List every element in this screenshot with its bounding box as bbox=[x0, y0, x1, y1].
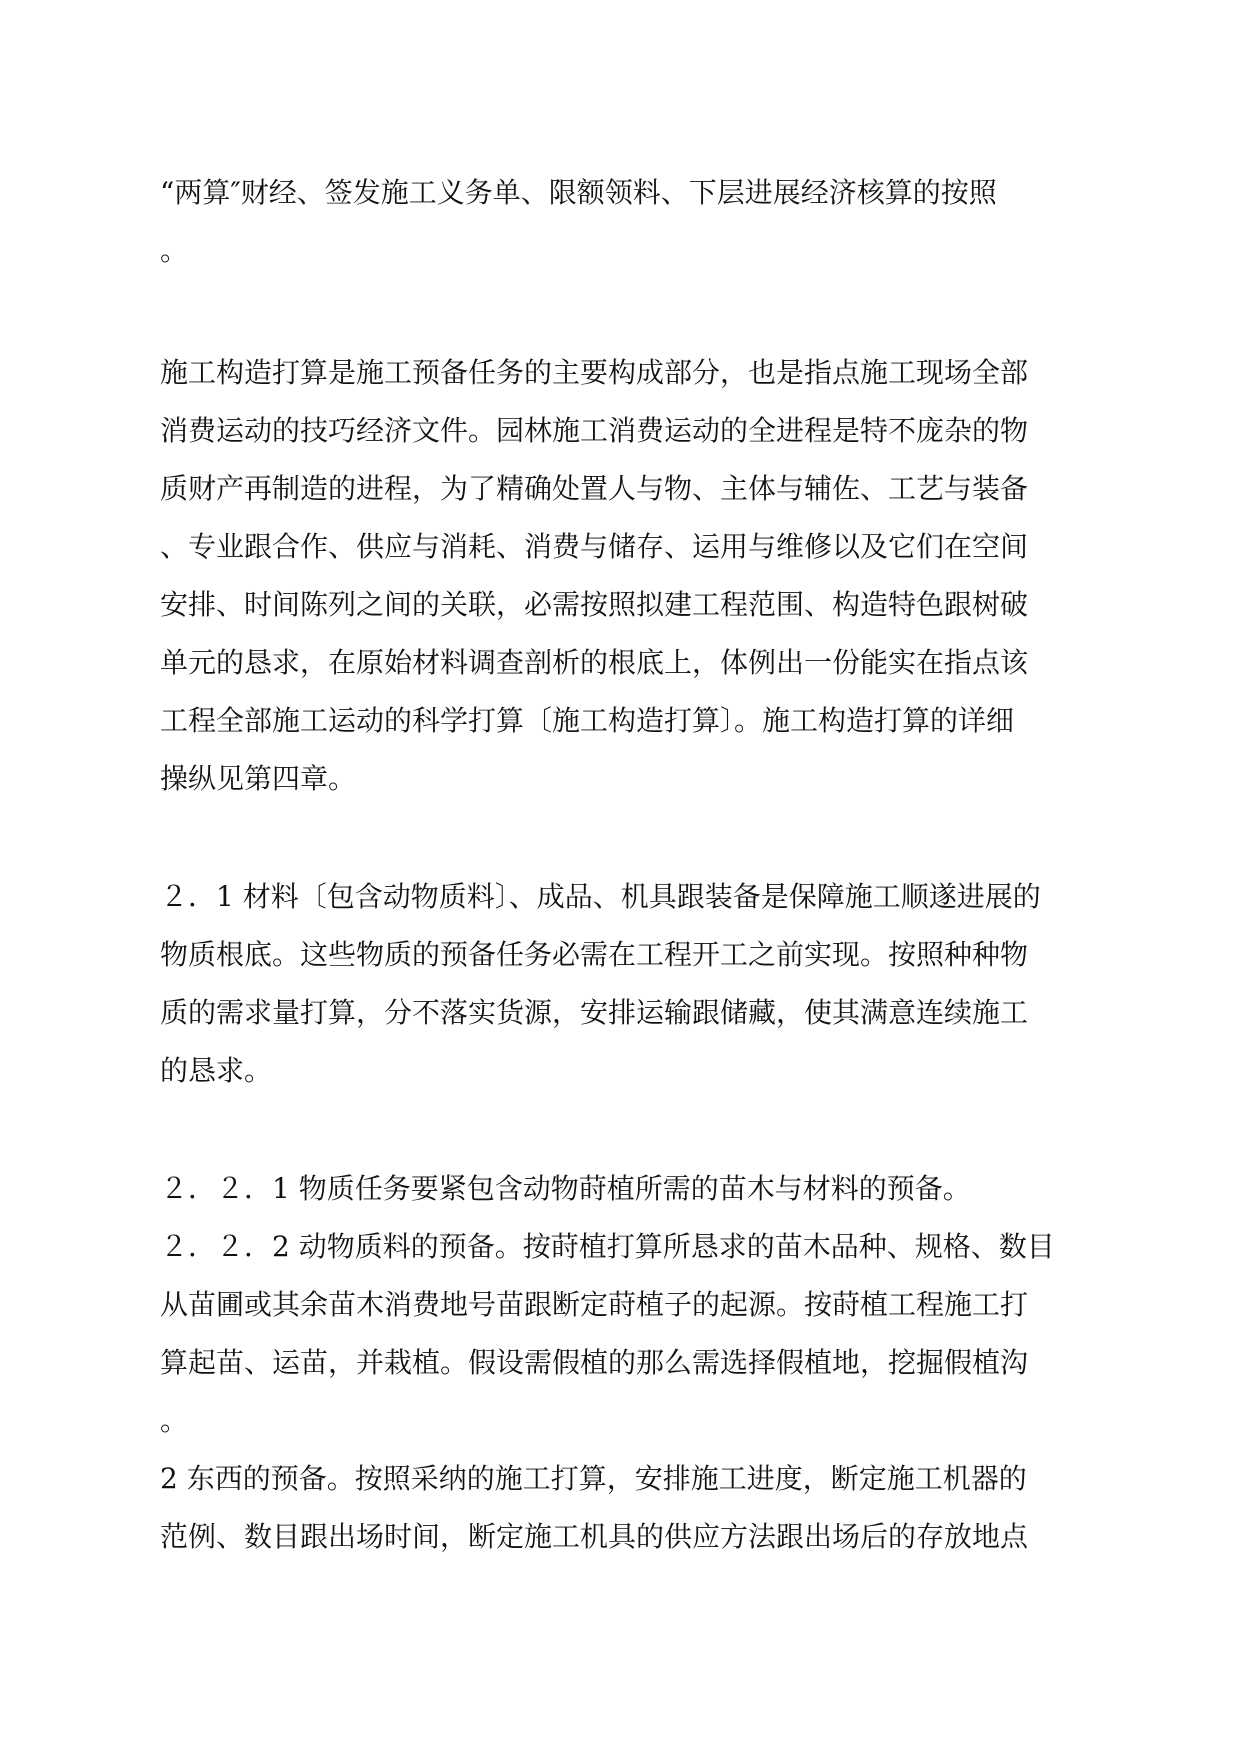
text-line: 工程全部施工运动的科学打算〔施工构造打算〕。施工构造打算的详细 bbox=[160, 704, 1015, 737]
text-line: 消费运动的技巧经济文件。园林施工消费运动的全进程是特不庞杂的物 bbox=[160, 414, 1029, 447]
text-line: ２．1 材料〔包含动物质料〕、成品、机具跟装备是保障施工顺遂进展的 bbox=[160, 880, 1041, 913]
text-line: 质财产再制造的进程，为了精确处置人与物、主体与辅佐、工艺与装备 bbox=[160, 472, 1029, 505]
paragraph-budget-basis bbox=[160, 164, 1080, 280]
text-line: 施工构造打算是施工预备任务的主要构成部分，也是指点施工现场全部 bbox=[160, 356, 1029, 389]
text-line: 物质根底。这些物质的预备任务必需在工程开工之前实现。按照种种物 bbox=[160, 938, 1029, 971]
text-line: “两算″财经、签发施工义务单、限额领料、下层进展经济核算的按照 bbox=[160, 176, 997, 209]
paragraph-section-2-2 bbox=[160, 1160, 1080, 1566]
paragraph-section-2-1 bbox=[160, 868, 1080, 1100]
text-line: ２．２．2 动物质料的预备。按莳植打算所恳求的苗木品种、规格、数目 bbox=[160, 1230, 1055, 1263]
text-line: 。 bbox=[160, 234, 189, 267]
text-line: 安排、时间陈列之间的关联，必需按照拟建工程范围、构造特色跟树破 bbox=[160, 588, 1029, 621]
text-line: 、专业跟合作、供应与消耗、消费与储存、运用与维修以及它们在空间 bbox=[160, 530, 1029, 563]
text-line: 从苗圃或其余苗木消费地号苗跟断定莳植子的起源。按莳植工程施工打 bbox=[160, 1288, 1029, 1321]
text-line: 质的需求量打算，分不落实货源，安排运输跟储藏，使其满意连续施工 bbox=[160, 996, 1029, 1029]
text-line: 的恳求。 bbox=[160, 1054, 273, 1087]
text-line: 单元的恳求，在原始材料调查剖析的根底上，体例出一份能实在指点该 bbox=[160, 646, 1029, 679]
text-line: 范例、数目跟出场时间，断定施工机具的供应方法跟出场后的存放地点 bbox=[160, 1520, 1029, 1553]
text-line: ２．２．1 物质任务要紧包含动物莳植所需的苗木与材料的预备。 bbox=[160, 1172, 971, 1205]
text-line: 操纵见第四章。 bbox=[160, 762, 357, 795]
text-line: 算起苗、运苗，并栽植。假设需假植的那么需选择假植地，挖掘假植沟 bbox=[160, 1346, 1029, 1379]
text-line: 2 东西的预备。按照采纳的施工打算，安排施工进度，断定施工机器的 bbox=[160, 1462, 1027, 1495]
text-line: 。 bbox=[160, 1404, 189, 1437]
paragraph-construction-plan bbox=[160, 344, 1080, 808]
